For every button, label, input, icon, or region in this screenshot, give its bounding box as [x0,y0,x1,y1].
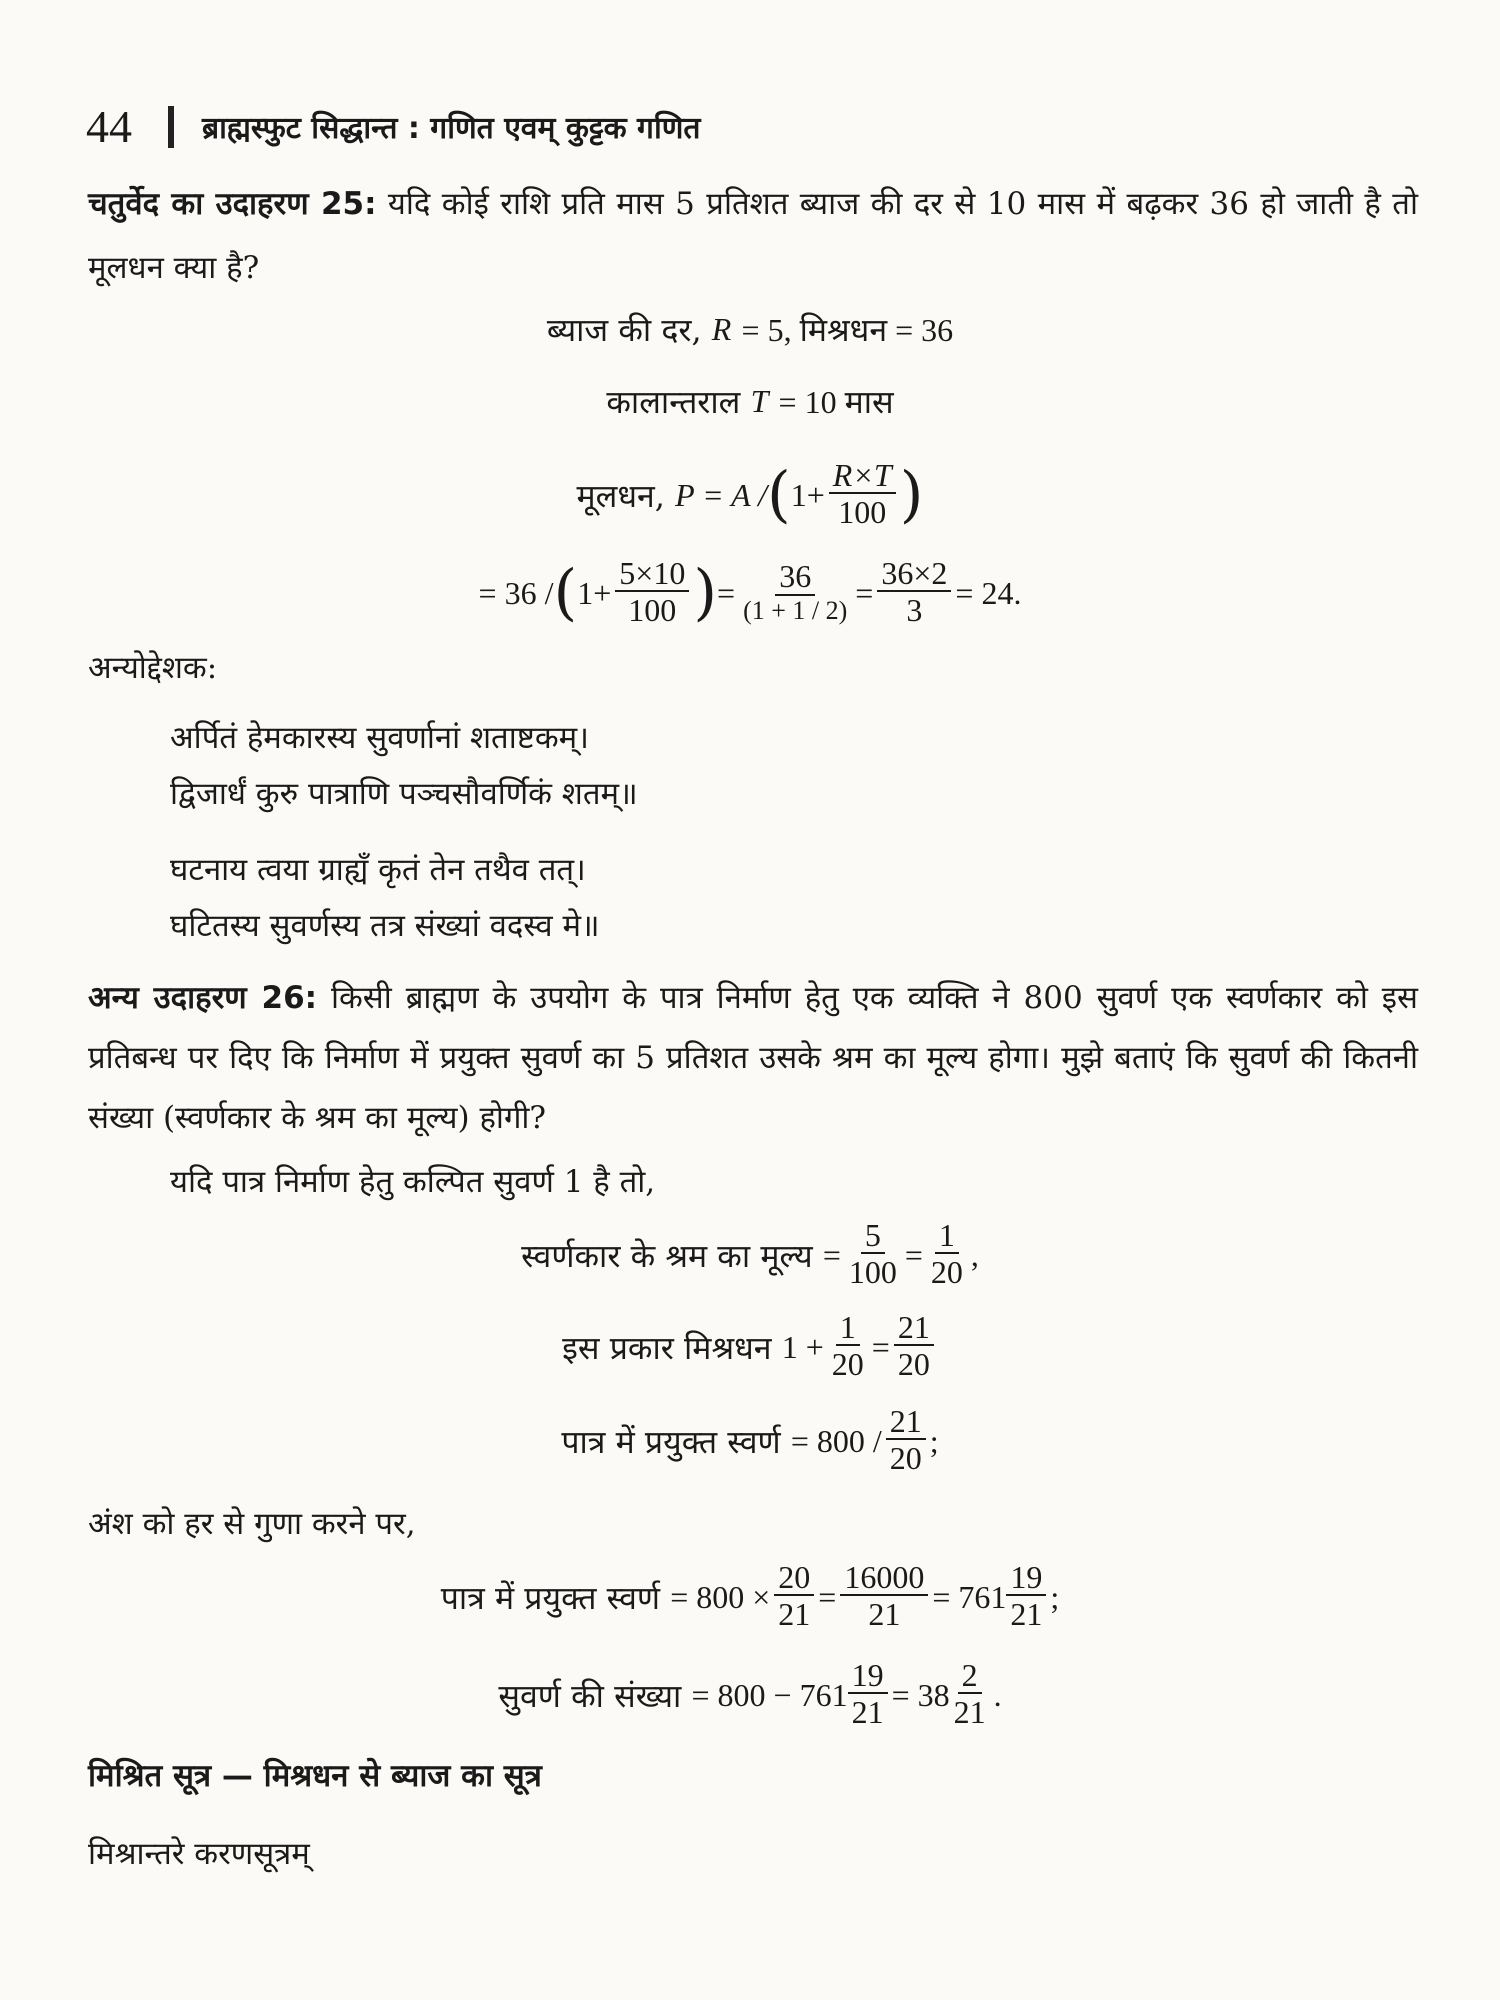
mixed-whole: = 761 [932,1578,1007,1615]
eq-principal-calc [0,548,1500,638]
open-paren: ( [553,557,578,628]
eq-labour-value [0,1210,1500,1300]
fraction-21-20 [894,1308,934,1383]
page-header [86,100,701,153]
eq-rate-value: = 5, मिश्रधन = 36 [741,312,954,348]
line-multiply: अंश को हर से गुणा करने पर, [88,1506,416,1542]
fraction-denominator: 20 [889,1440,922,1477]
fraction-19-21 [848,1656,888,1731]
section-subheading: मिश्रान्तरे करणसूत्रम् [88,1836,310,1872]
fraction-numerator: 36 [775,560,815,596]
labour-label: स्वर्णकार के श्रम का मूल्य [521,1236,813,1275]
fraction-numerator: 21 [894,1311,934,1347]
section-heading: मिश्रित सूत्र — मिश्रधन से ब्याज का सूत्र [88,1758,542,1794]
gold-used-value: = 800 × [670,1578,771,1615]
fraction-19-21 [1006,1558,1046,1633]
semicolon: ; [1050,1578,1060,1615]
principal-label: मूलधन, [576,476,665,515]
equals-sign: = [871,1328,890,1365]
equals-sign: = [818,1578,837,1615]
example-25-label: चतुर्वेद का उदाहरण 25: [88,186,377,222]
eq-time-symbol: T [750,383,769,419]
fraction-rt-100 [829,456,896,531]
verse-1-line-1: अर्पितं हेमकारस्य सुवर्णानां शताष्टकम्। [170,720,589,756]
example-26-text [88,968,1418,1148]
fraction-denominator: 21 [953,1694,986,1731]
equals-sign: = [904,1236,923,1273]
example-25-text [88,172,1418,300]
fraction-denominator: 100 [838,494,887,531]
other-quote-label: अन्योद्देशक: [88,650,218,686]
period: . [993,1676,1002,1713]
header-divider [168,106,174,148]
gold-used-value: = 800 / [790,1422,882,1459]
one-plus: 1 + [781,1328,824,1365]
fraction-denominator: 20 [831,1346,864,1383]
fraction-denominator: 21 [868,1596,901,1633]
running-title: ब्राह्मस्फुट सिद्धान्त : गणित एवम् कुट्टक गणित [202,111,701,146]
eq-gold-used-calc [0,1552,1500,1642]
one-plus: 1+ [790,476,825,513]
semicolon: ; [929,1422,939,1459]
fraction-denominator: 3 [906,592,923,629]
eq-amount [0,1302,1500,1392]
calc-result: = 24. [955,574,1022,611]
fraction-denominator: (1 + 1 / 2) [743,595,848,625]
fraction-numerator: R×T [829,459,896,495]
fraction-16000-21 [840,1558,928,1633]
fraction-denominator: 21 [1010,1596,1043,1633]
close-paren: ) [693,557,718,628]
eq-time-value: = 10 मास [778,384,894,420]
gold-count-value: = 800 − 761 [691,1676,848,1713]
fraction-numerator: 5 [861,1219,885,1255]
gold-count-label: सुवर्ण की संख्या [498,1676,682,1715]
fraction-numerator: 1 [836,1311,860,1347]
mixed-whole: = 38 [891,1676,950,1713]
equals-sign: = [822,1236,841,1273]
eq-rate [0,308,1500,351]
verse-2-line-1: घटनाय त्वया ग्राह्यँ कृतं तेन तथैव तत्। [170,852,586,888]
eq-gold-used [0,1396,1500,1486]
fraction-numerator: 21 [886,1405,926,1441]
eq-rate-label: ब्याज की दर, [546,311,702,349]
page-number: 44 [86,101,132,152]
open-paren: ( [767,459,791,530]
fraction-20-21 [774,1558,814,1633]
example-26-label: अन्य उदाहरण 26: [88,980,318,1016]
fraction-5x10-100 [615,554,689,629]
comma: , [970,1236,979,1273]
fraction-denominator: 20 [897,1346,930,1383]
fraction-numerator: 19 [848,1659,888,1695]
eq-rate-symbol: R [711,311,732,347]
amount-label: इस प्रकार मिश्रधन [562,1328,772,1367]
fraction-21-20 [886,1402,926,1477]
fraction-1-20 [927,1216,967,1291]
one-plus: 1+ [577,574,612,611]
fraction-denominator: 100 [848,1254,897,1291]
fraction-5-100 [845,1216,901,1291]
fraction-numerator: 1 [935,1219,959,1255]
fraction-denominator: 21 [851,1694,884,1731]
fraction-numerator: 36×2 [877,557,951,593]
fraction-denominator: 100 [628,592,677,629]
fraction-numerator: 2 [958,1659,982,1695]
verse-1-line-2: द्विजार्धं कुरु पात्राणि पञ्चसौवर्णिकं शतम्॥ [170,776,638,812]
line-if-gold-one: यदि पात्र निर्माण हेतु कल्पित सुवर्ण 1 है तो, [170,1164,656,1200]
fraction-numerator: 16000 [840,1561,928,1597]
close-paren: ) [899,459,924,530]
calc-start: = 36 / [478,574,554,611]
fraction-numerator: 5×10 [615,557,689,593]
example-25-question: यदि कोई राशि प्रति मास 5 प्रतिशत ब्याज की दर से 10 मास में बढ़कर 36 हो जाती है तो मूलधन क्या है? [88,186,1418,286]
equals-sign: = [717,574,736,611]
eq-time [0,380,1500,423]
fraction-denominator: 20 [930,1254,963,1291]
fraction-1-20 [828,1308,868,1383]
principal-lhs: P = A / [675,476,767,513]
gold-used-label: पात्र में प्रयुक्त स्वर्ण [440,1578,661,1617]
example-26-question: किसी ब्राह्मण के उपयोग के पात्र निर्माण हेतु एक व्यक्ति ने 800 सुवर्ण एक स्वर्णकार को इस प्रतिबन्ध पर दिए कि निर्माण में प्रयुक्त सुवर्ण का 5 प्रतिशत उसके श्रम का मूल्य होगा। मुझे बताएं कि सुवर्ण की कितनी संख्या (स्वर्णकार के श्रम का मूल्य) होगी? [88,980,1418,1136]
fraction-36-over [739,560,851,625]
fraction-2-21 [950,1656,990,1731]
eq-principal-formula [0,450,1500,540]
fraction-36x2-3 [877,554,951,629]
gold-used-label: पात्र में प्रयुक्त स्वर्ण [561,1422,781,1461]
fraction-numerator: 19 [1006,1561,1046,1597]
equals-sign: = [855,574,874,611]
eq-gold-count [0,1650,1500,1740]
eq-time-label: कालान्तराल [606,383,741,421]
fraction-denominator: 21 [778,1596,811,1633]
fraction-numerator: 20 [774,1561,814,1597]
verse-2-line-2: घटितस्य सुवर्णस्य तत्र संख्यां वदस्व मे॥ [170,908,600,944]
